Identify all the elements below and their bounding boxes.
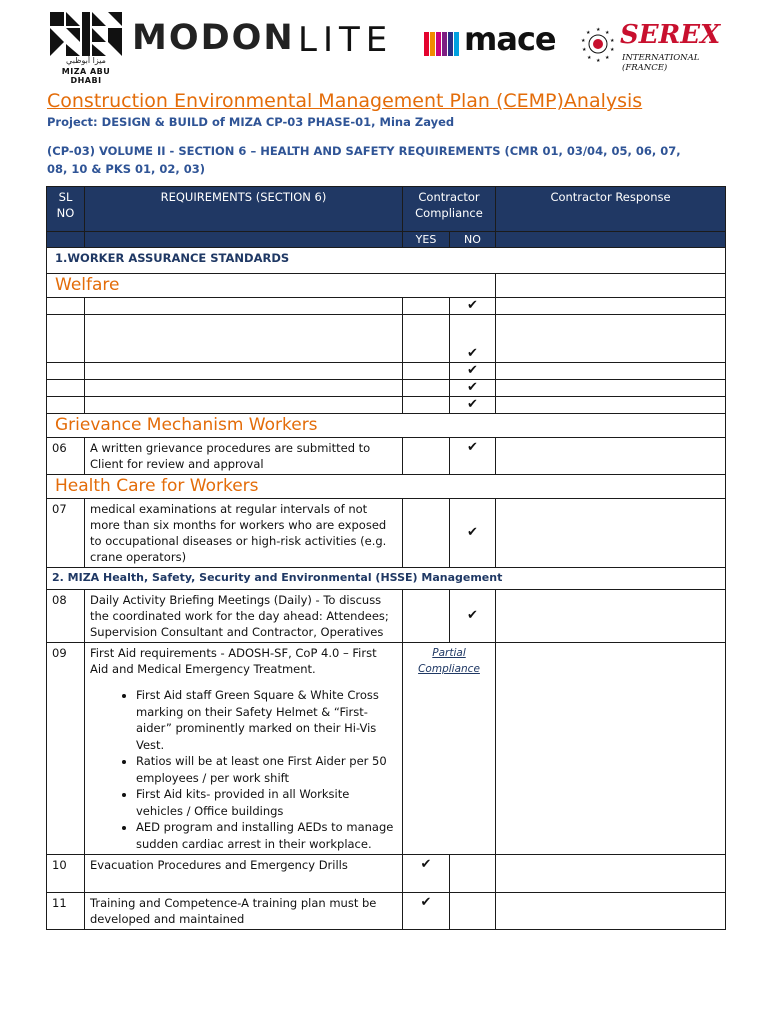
- table-cell: [496, 499, 726, 568]
- table-cell: [496, 590, 726, 643]
- lite-logo: LITE: [298, 20, 394, 60]
- table-cell: [403, 397, 450, 414]
- section-1-heading: 1.WORKER ASSURANCE STANDARDS: [47, 248, 726, 274]
- section-row: [47, 568, 726, 590]
- row-requirement: medical examinations at regular intervals of not more than six months for workers who are exposed to occupational diseases or high-risk activities (e.g. crane operators): [85, 499, 403, 568]
- header-requirements: REQUIREMENTS (SECTION 6): [85, 187, 403, 232]
- table-cell: [403, 315, 450, 363]
- serex-subtitle: INTERNATIONAL (FRANCE): [622, 53, 700, 73]
- svg-text:★: ★: [605, 55, 610, 61]
- header-compliance: Contractor Compliance: [403, 187, 496, 232]
- svg-text:★: ★: [610, 38, 615, 44]
- subsection-row: [47, 414, 726, 438]
- requirements-table: [46, 186, 726, 930]
- table-cell: [496, 643, 726, 855]
- table-row: [47, 590, 726, 643]
- table-cell: [85, 380, 403, 397]
- row-requirement: Daily Activity Briefing Meetings (Daily) - To discuss the coordinated work for the day ahead: Attendees; Supervision Consultant and Contractor, Operatives: [85, 590, 403, 643]
- table-row: [47, 380, 726, 397]
- table-header-row: [47, 187, 726, 232]
- table-cell: [47, 397, 85, 414]
- table-row: [47, 438, 726, 475]
- no-checkmark: ✔: [450, 438, 496, 475]
- no-checkmark: ✔: [450, 380, 496, 397]
- row-sl: 07: [47, 499, 85, 568]
- miza-arabic-text: ميزا أبوظبي: [66, 56, 106, 65]
- row-requirement-text: First Aid requirements - ADOSH-SF, CoP 4.0 – First Aid and Medical Emergency Treatment.: [90, 646, 377, 676]
- table-cell: [496, 363, 726, 380]
- miza-english-text: MIZA ABU DHABI: [61, 67, 111, 85]
- svg-text:★: ★: [596, 27, 601, 33]
- document-title: Construction Environmental Management Plan (CEMP)Analysis: [47, 90, 643, 112]
- logo-band: [48, 10, 728, 85]
- row-sl: 10: [47, 855, 85, 893]
- table-cell: [47, 363, 85, 380]
- svg-text:★: ★: [587, 55, 592, 61]
- grievance-heading: Grievance Mechanism Workers: [47, 414, 726, 438]
- table-cell: [85, 315, 403, 363]
- section-2-heading: 2. MIZA Health, Safety, Security and Environmental (HSSE) Management: [47, 568, 726, 590]
- modon-logo: MODON: [132, 18, 295, 58]
- no-checkmark: ✔: [450, 315, 496, 363]
- list-item: • First Aid kits- provided in all Worksite vehicles / Office buildings: [136, 786, 397, 819]
- no-checkmark: ✔: [450, 298, 496, 315]
- header-no: NO: [450, 232, 496, 248]
- row-requirement: A written grievance procedures are submitted to Client for review and approval: [85, 438, 403, 475]
- mace-text: mace: [464, 20, 556, 58]
- table-row: [47, 397, 726, 414]
- table-row: [47, 893, 726, 930]
- table-cell: [496, 274, 726, 298]
- no-checkmark: ✔: [450, 499, 496, 568]
- table-cell: [496, 298, 726, 315]
- yes-checkmark: ✔: [403, 855, 450, 893]
- list-item: • First Aid staff Green Square & White Cross marking on their Safety Helmet & “First-aider” prominently marked on their Hi-Vis Vest.: [136, 687, 397, 753]
- first-aid-list: [90, 687, 397, 852]
- table-subheader-row: [47, 232, 726, 248]
- row-requirement: Evacuation Procedures and Emergency Drills: [85, 855, 403, 893]
- section-row: [47, 248, 726, 274]
- table-cell: [496, 438, 726, 475]
- serex-star-circle-icon: [580, 26, 616, 62]
- volume-line: (CP-03) VOLUME II - SECTION 6 – HEALTH AND SAFETY REQUIREMENTS (CMR 01, 03/04, 05, 06, 07, 08, 10 & PKS 01, 02, 03): [47, 144, 681, 176]
- svg-text:★: ★: [596, 58, 601, 62]
- table-cell: [403, 499, 450, 568]
- table-row: [47, 643, 726, 855]
- table-row: [47, 298, 726, 315]
- subsection-row: [47, 274, 726, 298]
- table-cell: [85, 397, 403, 414]
- subheader-blank: [47, 232, 85, 248]
- svg-text:★: ★: [610, 47, 615, 53]
- table-cell: [47, 298, 85, 315]
- project-line: Project: DESIGN & BUILD of MIZA CP-03 PHASE-01, Mina Zayed: [47, 115, 455, 129]
- table-cell: [496, 380, 726, 397]
- row-sl: 08: [47, 590, 85, 643]
- no-checkmark: ✔: [450, 363, 496, 380]
- welfare-heading: Welfare: [47, 274, 496, 298]
- row-sl: 06: [47, 438, 85, 475]
- no-checkmark: ✔: [450, 397, 496, 414]
- table-cell: [496, 315, 726, 363]
- row-requirement: [85, 643, 403, 855]
- header-yes: YES: [403, 232, 450, 248]
- table-row: [47, 363, 726, 380]
- healthcare-heading: Health Care for Workers: [47, 475, 726, 499]
- subsection-row: [47, 475, 726, 499]
- svg-text:★: ★: [586, 30, 591, 36]
- table-cell: [496, 397, 726, 414]
- table-cell: [450, 855, 496, 893]
- svg-text:★: ★: [581, 38, 586, 44]
- table-cell: [47, 315, 85, 363]
- serex-logo: [580, 16, 730, 73]
- list-item: • AED program and installing AEDs to manage sudden cardiac arrest in their workplace.: [136, 819, 397, 852]
- table-cell: [496, 855, 726, 893]
- table-cell: [403, 438, 450, 475]
- header-sl-no: SL NO: [47, 187, 85, 232]
- mace-bars-icon: [424, 32, 460, 56]
- table-row: [47, 855, 726, 893]
- svg-text:★: ★: [582, 47, 587, 53]
- no-checkmark: ✔: [450, 590, 496, 643]
- table-cell: [403, 380, 450, 397]
- table-cell: [85, 363, 403, 380]
- miza-mark-icon: [50, 12, 122, 56]
- svg-text:★: ★: [605, 30, 610, 36]
- partial-compliance-label: Partial Compliance: [403, 643, 496, 855]
- table-cell: [403, 590, 450, 643]
- row-requirement: Training and Competence-A training plan must be developed and maintained: [85, 893, 403, 930]
- table-cell: [450, 893, 496, 930]
- serex-name: SEREX: [620, 20, 721, 50]
- table-row: [47, 499, 726, 568]
- table-cell: [85, 298, 403, 315]
- header-response: Contractor Response: [496, 187, 726, 232]
- row-sl: 09: [47, 643, 85, 855]
- miza-logo: [48, 10, 124, 85]
- yes-checkmark: ✔: [403, 893, 450, 930]
- list-item: • Ratios will be at least one First Aider per 50 employees / per work shift: [136, 753, 397, 786]
- table-cell: [403, 298, 450, 315]
- subheader-blank: [496, 232, 726, 248]
- table-cell: [496, 893, 726, 930]
- row-sl: 11: [47, 893, 85, 930]
- table-cell: [403, 363, 450, 380]
- table-cell: [47, 380, 85, 397]
- subheader-blank: [85, 232, 403, 248]
- table-row: [47, 315, 726, 363]
